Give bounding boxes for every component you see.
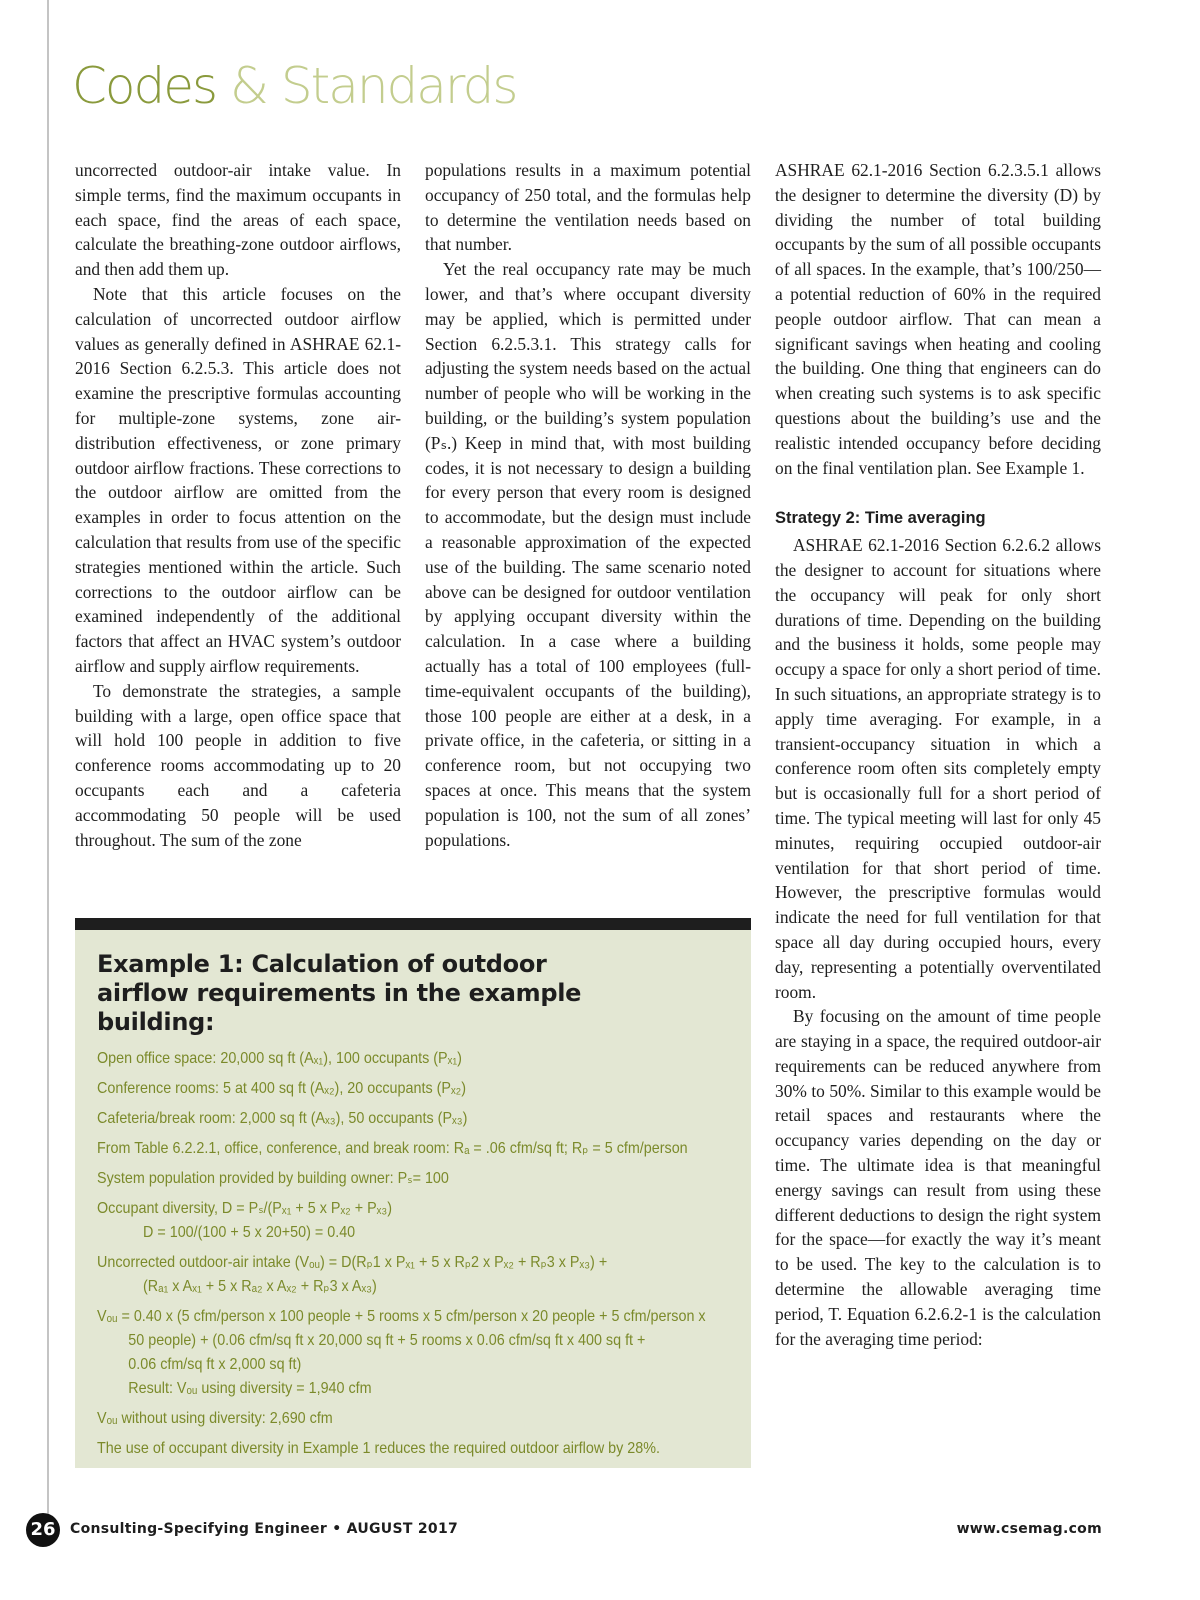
example-line: D = 100/(100 + 5 x 20+50) = 0.40	[143, 1224, 356, 1241]
page-number: 26	[26, 1513, 60, 1547]
paragraph: ASHRAE 62.1-2016 Section 6.2.6.2 allows the designer to account for situations where the occupancy will peak for only short durations of time. Depending on the building and the business it holds, some people may occupy a space for only a short period of time. In such situations, an appropriate strategy is to apply time averaging. For example, in a transient-occupancy situation in which a conference room often sits completely empty but is occasionally full for a short period of time. The typical meeting will last for only 45 minutes, requiring occupied outdoor-air ventilation for that short period of time. However, the prescriptive formulas would indicate the need for full ventilation for that space all day during occupied hours, every day, representing a potentially overventilated room.	[775, 535, 1101, 1002]
example-result: Result: Vₒᵤ using diversity = 1,940 cfm	[128, 1380, 372, 1397]
paragraph: Note that this article focuses on the calculation of uncorrected outdoor airflow values as generally defined in ASHRAE 62.1-2016 Section 6.2.5.3. This article does not examine the prescriptive formulas accounting for multiple-zone systems, zone air-distribution effectiveness, or zone primary outdoor airflow fractions. These corrections to the outdoor airflow are omitted from the examples in order to focus attention on the calculation that results from use of the specific strategies mentioned within the article. Such corrections to the outdoor airflow can be examined independently of the additional factors that affect an HVAC system’s outdoor airflow and supply airflow requirements.	[75, 283, 401, 676]
page-footer	[24, 1513, 1102, 1547]
publication-name: Consulting-Specifying Engineer • AUGUST 2017	[70, 1521, 459, 1537]
example-line: 0.06 cfm/sq ft x 2,000 sq ft)	[128, 1356, 302, 1373]
example-sidebar	[75, 918, 751, 1468]
paragraph: By focusing on the amount of time people are staying in a space, the required outdoor-air requirements can be reduced anywhere from 30% to 50%. Similar to this example would be retail spaces and restaurants where the occupancy varies depending on the day or time. The ultimate idea is that meaningful energy savings can result from using these different deductions to design the right system for the space—for exactly the way it’s meant to be used. The key to the calculation is to determine the allowable averaging time period, T. Equation 6.2.6.2-1 is the calculation for the averaging time period:	[775, 1006, 1101, 1349]
column-2	[425, 158, 751, 852]
paragraph: To demonstrate the strategies, a sample building with a large, open office space that will hold 100 people in addition to five conference rooms accommodating up to 20 occupants each and a cafeteria accommodating 50 people will be used throughout. The sum of the zone	[75, 680, 401, 850]
example-line: Cafeteria/break room: 2,000 sq ft (Aₓ₃), 50 occupants (Pₓ₃)	[97, 1110, 468, 1127]
example-line: Open office space: 20,000 sq ft (Aₓ₁), 100 occupants (Pₓ₁)	[97, 1050, 462, 1067]
page-margin-rule	[47, 0, 49, 1530]
example-line: System population provided by building owner: Pₛ= 100	[97, 1170, 449, 1187]
title-main: Codes	[72, 57, 217, 115]
example-line: 50 people) + (0.06 cfm/sq ft x 20,000 sq ft + 5 rooms x 0.06 cfm/sq ft x 400 sq ft +	[128, 1332, 646, 1349]
subheading: Strategy 2: Time averaging	[775, 509, 986, 528]
example-title: Example 1: Calculation of outdoor airflow requirements in the example building:	[97, 950, 582, 1036]
column-1	[75, 158, 401, 852]
section-title	[72, 56, 516, 116]
example-conclusion: The use of occupant diversity in Example 1 reduces the required outdoor airflow by 28%.	[97, 1440, 661, 1457]
example-line: (Rₐ₁ x Aₓ₁ + 5 x Rₐ₂ x Aₓ₂ + Rₚ3 x Aₓ₃)	[143, 1278, 377, 1295]
example-line: Occupant diversity, D = Pₛ/(Pₓ₁ + 5 x Pₓ₂ + Pₓ₃)	[97, 1200, 392, 1217]
paragraph: populations results in a maximum potential occupancy of 250 total, and the formulas help to determine the ventilation needs based on that number.	[425, 160, 751, 255]
example-line: Vₒᵤ without using diversity: 2,690 cfm	[97, 1410, 333, 1427]
example-line: Uncorrected outdoor-air intake (Vₒᵤ) = D(Rₚ1 x Pₓ₁ + 5 x Rₚ2 x Pₓ₂ + Rₚ3 x Pₓ₃) +	[97, 1254, 608, 1271]
title-tail: Standards	[280, 57, 517, 115]
example-line: Conference rooms: 5 at 400 sq ft (Aₓ₂), 20 occupants (Pₓ₂)	[97, 1080, 467, 1097]
paragraph: Yet the real occupancy rate may be much lower, and that’s where occupant diversity may be applied, which is permitted under Section 6.2.5.3.1. This strategy calls for adjusting the system needs based on the actual number of people who will be working in the building, or the building’s system population (Pₛ.) Keep in mind that, with most building codes, it is not necessary to design a building for every person that every room is designed to accommodate, but the design must include a reasonable approximation of the expected use of the building. The same scenario noted above can be designed for outdoor ventilation by applying occupant diversity within the calculation. In a case where a building actually has a total of 100 employees (full-time-equivalent occupants of the building), those 100 people are either at a desk, in a private office, in the cafeteria, or sitting in a conference room, but not occupying two spaces at once. This means that the system population is 100, not the sum of all zones’ populations.	[425, 259, 751, 850]
example-line: Vₒᵤ = 0.40 x (5 cfm/person x 100 people + 5 rooms x 5 cfm/person x 20 people + 5 cfm/person x	[97, 1308, 706, 1325]
website-link[interactable]: www.csemag.com	[956, 1521, 1102, 1537]
title-ampersand: &	[229, 57, 267, 115]
paragraph: uncorrected outdoor-air intake value. In simple terms, find the maximum occupants in each space, find the areas of each space, calculate the breathing-zone outdoor airflows, and then add them up.	[75, 160, 401, 280]
example-line: From Table 6.2.2.1, office, conference, and break room: Rₐ = .06 cfm/sq ft; Rₚ = 5 cfm/person	[97, 1140, 688, 1157]
paragraph: ASHRAE 62.1-2016 Section 6.2.3.5.1 allows the designer to determine the diversity (D) by dividing the number of total building occupants by the sum of all possible occupants of all spaces. In the example, that’s 100/250—a potential reduction of 60% in the required people outdoor airflow. That can mean a significant savings when heating and cooling the building. One thing that engineers can do when creating such systems is to ask specific questions about the building’s use and the realistic intended occupancy before deciding on the final ventilation plan. See Example 1.	[775, 160, 1102, 478]
column-3	[775, 158, 1101, 1351]
